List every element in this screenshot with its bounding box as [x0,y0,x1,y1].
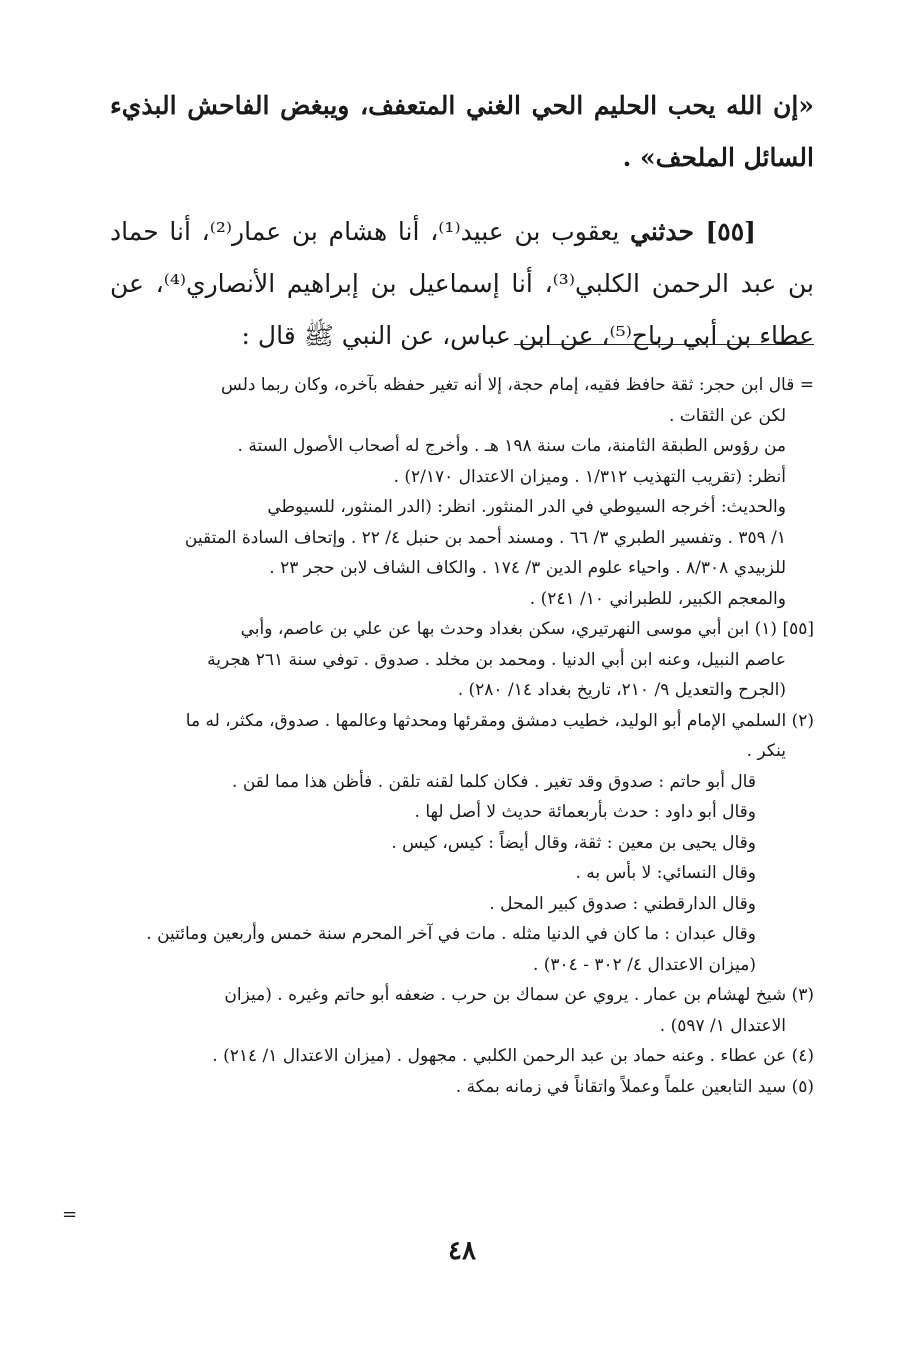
footnote-line: والحديث: أخرجه السيوطي في الدر المنثور. انظر: (الدر المنثور، للسيوطي [267,497,786,517]
footnote-line: ١/ ٣٥٩ . وتفسير الطبري ٣/ ٦٦ . ومسند أحمد بن حنبل ٤/ ٢٢ . وإتحاف السادة المتقين [184,527,786,548]
footnote-line: قال أبو حاتم : صدوق وقد تغير . فكان كلما لقنه تلقن . فأظن هذا مما لقن . [232,771,756,792]
hadith-chain [110,206,814,362]
footnote-line: لكن عن الثقات . [668,405,786,426]
continuation-mark: = [62,1204,78,1225]
footnote-line: من رؤوس الطبقة الثامنة، مات سنة ١٩٨ هـ . وأخرج له أصحاب الأصول الستة . [237,436,786,456]
hadith-chain-text: يعقوب بن عبيد⁽¹⁾، أنا هشام بن عمار⁽²⁾، أنا حماد بن عبد الرحمن الكلبي⁽³⁾، أنا إسماعيل بن إبراهيم الأنصاري⁽⁴⁾، عن عطاء بن أبي رباح⁽⁵⁾، عن ابن عباس، عن النبي ﷺ قال : [110,217,814,350]
footnote-line: (الجرح والتعديل ٩/ ٢١٠، تاريخ بغداد ١٤/ ٢٨٠) . [457,680,786,700]
hadith-quote: «إن الله يحب الحليم الحي الغني المتعفف، ويبغض الفاحش البذيء السائل الملحف» . [110,91,814,172]
main-text [110,80,814,362]
footnote-line: = قال ابن حجر: ثقة حافظ فقيه، إمام حجة، إلا أنه تغير حفظه بآخره، وكان ربما دلس [221,375,814,395]
footnote-line: (٢) السلمي الإمام أبو الوليد، خطيب دمشق ومقرئها ومحدثها وعالمها . صدوق، مكثر، له ما [185,710,814,731]
footnote-line: (٥) سيد التابعين علماً وعملاً واتقاناً في زمانه بمكة . [455,1076,814,1097]
footnote-line: (٤) عن عطاء . وعنه حماد بن عبد الرحمن الكلبي . مجهول . (ميزان الاعتدال ١/ ٢١٤) . [212,1046,814,1066]
footnote-line: (٣) شيخ لهشام بن عمار . يروي عن سماك بن حرب . ضعفه أبو حاتم وغيره . (ميزان [224,985,814,1005]
footnote-line: وقال الدارقطني : صدوق كبير المحل . [489,893,756,914]
footnote-line: وقال أبو داود : حدث بأربعمائة حديث لا أصل لها . [414,802,756,822]
footnote-line: وقال يحيى بن معين : ثقة، وقال أيضاً : كيس، كيس . [391,832,756,853]
footnote-line: [٥٥] (١) ابن أبي موسى النهرتيري، سكن بغداد وحدث بها عن علي بن عاصم، وأبي [240,619,814,639]
footnotes [110,370,814,1102]
footnote-line: ينكر . [746,741,786,761]
footnote-line: وقال النسائي: لا بأس به . [575,863,756,883]
footnote-line: أنظر: (تقريب التهذيب ١/٣١٢ . وميزان الاعتدال ٢/١٧٠) . [393,466,786,487]
footnote-line: الاعتدال ١/ ٥٩٧) . [659,1015,786,1036]
footnote-line: عاصم النبيل، وعنه ابن أبي الدنيا . ومحمد بن مخلد . صدوق . توفي سنة ٢٦١ هجرية [207,649,786,670]
footnote-line: (ميزان الاعتدال ٤/ ٣٠٢ - ٣٠٤) . [532,954,756,975]
footnote-line: للزبيدي ٨/٣٠٨ . واحياء علوم الدين ٣/ ١٧٤ . والكاف الشاف لابن حجر ٢٣ . [269,558,786,578]
hadith-number: [٥٥] حدثني [630,217,756,246]
footnote-separator [514,344,814,345]
footnote-line: والمعجم الكبير، للطبراني ١٠/ ٢٤١) . [529,588,786,609]
page-number: ٤٨ [448,1236,476,1266]
footnote-line: وقال عبدان : ما كان في الدنيا مثله . مات في آخر المحرم سنة خمس وأربعين ومائتين . [146,924,756,944]
